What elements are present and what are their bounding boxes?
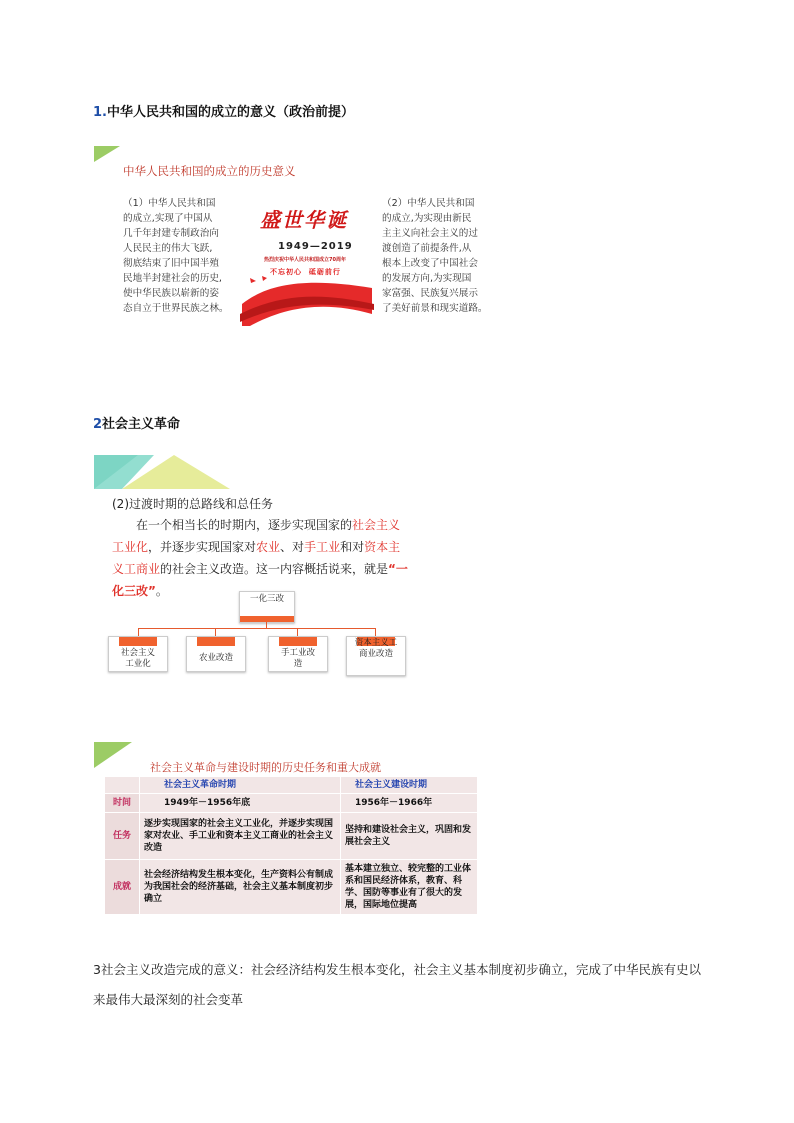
paragraph-text: 、对 <box>280 540 305 554</box>
table-cell: 社会经济结构发生根本变化，生产资料公有制成为我国社会的经济基础，社会主义基本制度初步确立 <box>140 860 341 915</box>
row-header: 时间 <box>105 794 140 813</box>
text-line: （1）中华人民共和国 <box>123 198 216 209</box>
table-row <box>105 860 478 915</box>
leaf-bar <box>119 637 157 646</box>
text-line: 几千年封建专制政治向 <box>123 228 219 239</box>
heading-1-text: 中华人民共和国的成立的意义（政治前提） <box>106 105 354 120</box>
table-header-row <box>105 777 478 794</box>
text-line: 渡创造了前提条件,从 <box>382 243 472 254</box>
tree-connector-horizontal <box>138 628 375 629</box>
period-table <box>104 776 478 915</box>
highlight-term: 资本主义工商业 <box>112 540 401 576</box>
text-line: 的发展方向,为实现国 <box>382 273 472 284</box>
highlight-term: 农业 <box>256 540 281 554</box>
tree-root-box <box>239 591 295 623</box>
highlight-term: 手工业 <box>304 540 341 554</box>
paragraph-text: ，并逐步实现国家对 <box>148 540 257 554</box>
paragraph-text: 和对 <box>340 540 365 554</box>
tree-leaf-box <box>186 636 246 672</box>
tree-leaf-label: 手工业改造 <box>280 648 315 669</box>
row-header: 任务 <box>105 813 140 860</box>
text-line: 家富强、民族复兴展示 <box>382 288 478 299</box>
heading-2 <box>93 413 180 432</box>
section2-graphic <box>94 455 414 680</box>
section1-right-text <box>382 196 504 316</box>
paragraph-text: 。 <box>155 584 168 598</box>
table-row <box>105 813 478 860</box>
section3-graphic <box>94 742 480 927</box>
table-row <box>105 794 478 813</box>
text-line: 态自立于世界民族之林。 <box>123 303 229 314</box>
tree-root-label: 一化三改 <box>249 594 284 604</box>
text-line: （2）中华人民共和国 <box>382 198 475 209</box>
section1-title: 中华人民共和国的成立的历史意义 <box>123 164 296 178</box>
text-line: 根本上改变了中国社会 <box>382 258 478 269</box>
table-cell: 1949年－1956年底 <box>140 794 341 813</box>
reform-significance-paragraph: 3社会主义改造完成的意义：社会经济结构发生根本变化，社会主义基本制度初步确立，完成了中华民族有史以来最伟大最深刻的社会变革 <box>93 962 701 1007</box>
table-corner <box>105 777 140 794</box>
root-underline <box>240 616 294 622</box>
text-line: 人民民主的伟大飞跃, <box>123 243 213 254</box>
tree-leaf-box <box>268 636 328 672</box>
heading-2-number: 2 <box>93 417 103 432</box>
banner-title: 盛世华诞 <box>260 208 348 232</box>
leaf-bar <box>279 637 317 646</box>
transition-paragraph <box>112 514 408 602</box>
table-title: 社会主义革命与建设时期的历史任务和重大成就 <box>150 761 381 774</box>
green-triangle-decoration <box>94 742 132 768</box>
section2-subtitle: (2)过渡时期的总路线和总任务 <box>112 497 273 511</box>
text-line: 彻底结束了旧中国半殖 <box>123 258 219 269</box>
table-header: 社会主义建设时期 <box>341 777 478 794</box>
banner-subtitle: 热烈庆祝中华人民共和国成立70周年 <box>264 257 346 263</box>
table-header: 社会主义革命时期 <box>140 777 341 794</box>
section1-left-text <box>123 196 243 316</box>
text-line: 了美好前景和现实道路。 <box>382 303 488 314</box>
highlight-term: “一化三改” <box>112 562 408 598</box>
banner-years: 1949—2019 <box>278 241 353 252</box>
anniversary-banner <box>240 196 374 326</box>
highlight-term: 社会主义工业化 <box>112 518 401 554</box>
table-cell: 基本建立独立、较完整的工业体系和国民经济体系，教育、科学、国防等事业有了很大的发展，国际地位提高 <box>341 860 478 915</box>
tree-leaf-box <box>108 636 168 672</box>
heading-2-text: 社会主义革命 <box>102 417 181 432</box>
heading-1 <box>93 101 354 120</box>
text-line: 的成立,为实现由新民 <box>382 213 472 224</box>
red-ribbon-graphic <box>240 274 374 326</box>
table-cell: 逐步实现国家的社会主义工业化，并逐步实现国家对农业、手工业和资本主义工商业的社会主义改造 <box>140 813 341 860</box>
text-line: 使中华民族以崭新的姿 <box>123 288 219 299</box>
tree-leaf-label: 资本主义工商业改造 <box>354 638 398 659</box>
tree-leaf-box <box>346 636 406 676</box>
triangle-decoration <box>94 455 234 489</box>
row-header: 成就 <box>105 860 140 915</box>
paragraph-text: 的社会主义改造。这一内容概括说来，就是 <box>160 562 389 576</box>
green-triangle-decoration <box>94 146 120 162</box>
tree-leaf-label: 社会主义工业化 <box>120 648 155 669</box>
table-cell: 坚持和建设社会主义，巩固和发展社会主义 <box>341 813 478 860</box>
tree-leaf-label: 农业改造 <box>198 653 233 663</box>
heading-1-number: 1. <box>93 105 107 120</box>
tree-connector-branch <box>215 628 216 636</box>
table-cell: 1956年－1966年 <box>341 794 478 813</box>
leaf-bar <box>197 637 235 646</box>
text-line: 民地半封建社会的历史, <box>123 273 222 284</box>
tree-connector-branch <box>297 628 298 636</box>
tree-connector-branch <box>138 628 139 636</box>
text-line: 的成立,实现了中国从 <box>123 213 213 224</box>
banner-slogan: 不忘初心 砥砺前行 <box>270 268 341 276</box>
paragraph-text: 在一个相当长的时期内，逐步实现国家的 <box>136 518 353 532</box>
tree-connector-branch <box>375 628 376 636</box>
text-line: 主主义向社会主义的过 <box>382 228 478 239</box>
section1-graphic <box>94 146 504 331</box>
